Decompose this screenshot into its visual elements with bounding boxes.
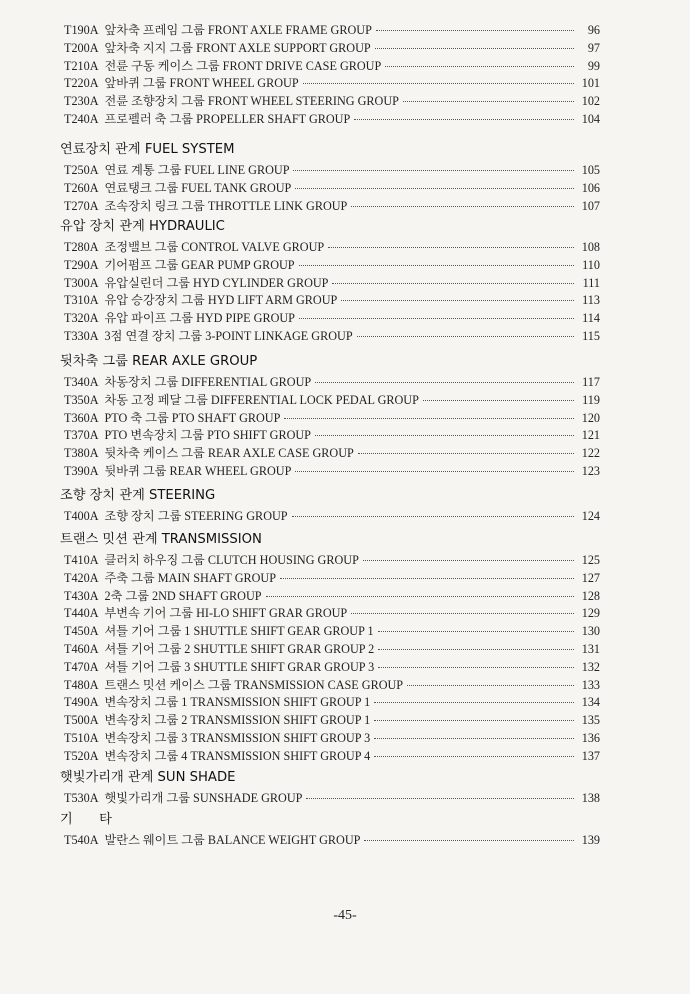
entry-page: 101 [581,76,600,91]
toc-entry [64,40,600,57]
entry-page: 133 [581,677,600,692]
entry-title: 유압 승강장치 그룹 HYD LIFT ARM GROUP [104,293,338,308]
dot-leader [299,318,574,319]
toc-entry [64,712,600,729]
entry-code: T510A [64,731,99,745]
entry-code: T240A [64,112,99,126]
toc-entry [64,75,600,92]
toc-entry [64,427,600,444]
entry-code: T450A [64,624,99,639]
entry-title: 변속장치 그룹 2 TRANSMISSION SHIFT GROUP 1 [104,713,371,728]
entry-title: 조속장치 링크 그룹 THROTTLE LINK GROUP [104,198,348,213]
entry-title: 셔틀 기어 그룹 3 SHUTTLE SHIFT GRAR GROUP 3 [104,659,375,674]
entry-code: T200A [64,40,99,55]
entry-page: 131 [581,642,600,656]
dot-leader [292,516,574,517]
entry-title: 기어펌프 그룹 GEAR PUMP GROUP [104,257,295,272]
toc-entry [64,239,600,256]
dot-leader [328,247,574,248]
entry-code: T370A [64,428,99,443]
toc-entry [64,310,600,327]
entry-title: 셔틀 기어 그룹 2 SHUTTLE SHIFT GRAR GROUP 2 [104,642,375,656]
toc-entry [64,588,600,605]
entry-code: T360A [64,410,99,425]
entry-page: 124 [581,509,600,523]
entry-page: 138 [581,791,600,805]
entry-code: T270A [64,198,99,213]
entry-code: T530A [64,791,99,805]
entry-code: T430A [64,588,99,603]
dot-leader [341,300,574,301]
entry-title: 클러치 하우징 그룹 CLUTCH HOUSING GROUP [104,553,359,567]
entry-page: 115 [582,329,600,343]
dot-leader [378,631,574,632]
entry-code: T190A [64,23,99,37]
entry-title: 부변속 기어 그룹 HI-LO SHIFT GRAR GROUP [104,606,348,621]
toc-entry [64,641,600,658]
dot-leader [332,283,574,284]
dot-leader [315,435,574,436]
entry-code: T330A [64,329,99,343]
dot-leader [374,738,574,739]
entry-code: T460A [64,642,99,656]
entry-page: 110 [582,257,600,272]
entry-title: 변속장치 그룹 4 TRANSMISSION SHIFT GROUP 4 [104,748,371,763]
dot-leader [423,400,574,401]
entry-page: 105 [581,163,600,177]
toc-entry [64,552,600,569]
entry-code: T480A [64,677,99,692]
entry-page: 125 [581,553,600,567]
entry-code: T520A [64,748,99,763]
entry-page: 130 [581,624,600,639]
toc-entry [64,694,600,711]
entry-title: PTO 축 그룹 PTO SHAFT GROUP [104,410,281,425]
entry-title: 발란스 웨이트 그룹 BALANCE WEIGHT GROUP [104,833,361,847]
entry-code: T350A [64,392,99,407]
dot-leader [357,336,574,337]
toc-entry [64,257,600,274]
entry-page: 111 [582,275,600,290]
entry-page: 139 [581,833,600,847]
entry-page: 97 [587,40,600,55]
entry-code: T220A [64,76,99,91]
entry-code: T310A [64,293,99,308]
entry-page: 113 [582,293,600,308]
entry-code: T320A [64,311,99,326]
dot-leader [374,702,574,703]
entry-code: T260A [64,180,99,195]
entry-title: 변속장치 그룹 3 TRANSMISSION SHIFT GROUP 3 [104,731,371,745]
toc-entry [64,22,600,39]
toc-entry [64,677,600,694]
entry-page: 114 [582,311,600,326]
entry-title: 조향 장치 그룹 STEERING GROUP [104,509,288,523]
entry-code: T420A [64,570,99,585]
toc-entry [64,111,600,128]
dot-leader [375,48,574,49]
entry-title: 앞바퀴 그룹 FRONT WHEEL GROUP [104,76,299,91]
section-heading: 연료장치 관계 FUEL SYSTEM [60,142,235,157]
toc-entry [64,180,600,197]
entry-page: 102 [581,94,600,109]
entry-title: 전륜 구동 케이스 그룹 FRONT DRIVE CASE GROUP [104,58,382,73]
entry-code: T390A [64,464,99,478]
section-heading: 햇빛가리개 관계 SUN SHADE [60,770,236,785]
entry-code: T280A [64,240,99,254]
entry-page: 132 [581,659,600,674]
dot-leader [295,471,574,472]
entry-title: 유압실린더 그룹 HYD CYLINDER GROUP [104,275,329,290]
dot-leader [295,188,574,189]
section-heading: 기 타 [60,812,112,827]
entry-title: 프로펠러 축 그룹 PROPELLER SHAFT GROUP [104,112,351,126]
toc-entry [64,58,600,75]
page-number: -45- [333,908,357,923]
dot-leader [403,101,574,102]
entry-title: 뒷차축 케이스 그룹 REAR AXLE CASE GROUP [104,446,354,461]
entry-title: 앞차축 지지 그룹 FRONT AXLE SUPPORT GROUP [104,40,371,55]
entry-page: 137 [581,748,600,763]
entry-page: 104 [581,112,600,126]
entry-code: T210A [64,58,99,73]
toc-entry [64,790,600,807]
entry-page: 99 [587,58,600,73]
dot-leader [299,265,574,266]
entry-code: T500A [64,713,99,728]
entry-page: 127 [581,570,600,585]
dot-leader [378,667,574,668]
dot-leader [378,649,574,650]
dot-leader [315,382,574,383]
entry-title: 변속장치 그룹 1 TRANSMISSION SHIFT GROUP 1 [104,695,371,710]
toc-entry [64,292,600,309]
entry-title: 뒷바퀴 그룹 REAR WHEEL GROUP [104,464,292,478]
toc-entry [64,659,600,676]
entry-code: T340A [64,375,99,389]
toc-entry [64,328,600,345]
entry-title: 트랜스 밋션 케이스 그룹 TRANSMISSION CASE GROUP [104,677,404,692]
entry-code: T250A [64,163,99,177]
section-heading: 조향 장치 관계 STEERING [60,488,216,503]
entry-code: T440A [64,606,99,621]
dot-leader [351,613,574,614]
entry-title: PTO 변속장치 그룹 PTO SHIFT GROUP [104,428,311,443]
entry-title: 햇빛가리개 그룹 SUNSHADE GROUP [104,791,303,805]
toc-entry [64,570,600,587]
entry-code: T290A [64,257,99,272]
toc-entry [64,392,600,409]
entry-code: T470A [64,659,99,674]
toc-entry [64,623,600,640]
entry-title: 유압 파이프 그룹 HYD PIPE GROUP [104,311,295,326]
dot-leader [374,756,574,757]
entry-page: 123 [581,464,600,478]
dot-leader [385,66,574,67]
entry-title: 앞차축 프레임 그룹 FRONT AXLE FRAME GROUP [104,23,372,37]
entry-title: 연료 계통 그룹 FUEL LINE GROUP [104,163,290,177]
entry-title: 2축 그룹 2ND SHAFT GROUP [104,588,262,603]
entry-code: T230A [64,94,99,109]
toc-entry [64,445,600,462]
entry-title: 차동장치 그룹 DIFFERENTIAL GROUP [104,375,312,389]
dot-leader [284,418,574,419]
dot-leader [351,206,574,207]
entry-code: T380A [64,446,99,461]
section-heading: 트랜스 밋션 관계 TRANSMISSION [60,532,262,547]
entry-title: 조정밸브 그룹 CONTROL VALVE GROUP [104,240,325,254]
dot-leader [293,170,574,171]
toc-entry [64,93,600,110]
entry-code: T410A [64,553,99,567]
entry-code: T300A [64,275,99,290]
entry-page: 108 [581,240,600,254]
entry-page: 106 [581,180,600,195]
entry-page: 122 [581,446,600,461]
entry-title: 3점 연결 장치 그룹 3-POINT LINKAGE GROUP [104,329,353,343]
dot-leader [266,596,574,597]
toc-entry [64,463,600,480]
entry-page: 129 [581,606,600,621]
entry-title: 차동 고정 페달 그룹 DIFFERENTIAL LOCK PEDAL GROUP [104,392,419,407]
dot-leader [376,30,574,31]
entry-title: 연료탱크 그룹 FUEL TANK GROUP [104,180,292,195]
entry-page: 136 [581,731,600,745]
entry-page: 120 [581,410,600,425]
toc-entry [64,410,600,427]
entry-page: 119 [582,392,600,407]
entry-title: 셔틀 기어 그룹 1 SHUTTLE SHIFT GEAR GROUP 1 [104,624,374,639]
toc-entry [64,605,600,622]
section-heading: 유압 장치 관계 HYDRAULIC [60,219,225,234]
entry-code: T540A [64,833,99,847]
dot-leader [306,798,574,799]
entry-code: T490A [64,695,99,710]
entry-page: 121 [581,428,600,443]
toc-entry [64,748,600,765]
dot-leader [364,840,574,841]
dot-leader [374,720,574,721]
dot-leader [354,119,574,120]
dot-leader [363,560,574,561]
toc-entry [64,508,600,525]
dot-leader [358,453,574,454]
toc-entry [64,275,600,292]
toc-entry [64,374,600,391]
dot-leader [303,83,574,84]
dot-leader [280,578,574,579]
entry-page: 135 [581,713,600,728]
entry-title: 전륜 조향장치 그룹 FRONT WHEEL STEERING GROUP [104,94,399,109]
entry-code: T400A [64,509,99,523]
section-heading: 뒷차축 그룹 REAR AXLE GROUP [60,354,258,369]
toc-entry [64,832,600,849]
entry-page: 107 [581,198,600,213]
toc-entry [64,162,600,179]
entry-page: 96 [587,23,600,37]
toc-entry [64,730,600,747]
entry-page: 117 [582,375,600,389]
entry-page: 134 [581,695,600,710]
entry-page: 128 [581,588,600,603]
dot-leader [407,685,574,686]
toc-entry [64,198,600,215]
entry-title: 주축 그룹 MAIN SHAFT GROUP [104,570,277,585]
